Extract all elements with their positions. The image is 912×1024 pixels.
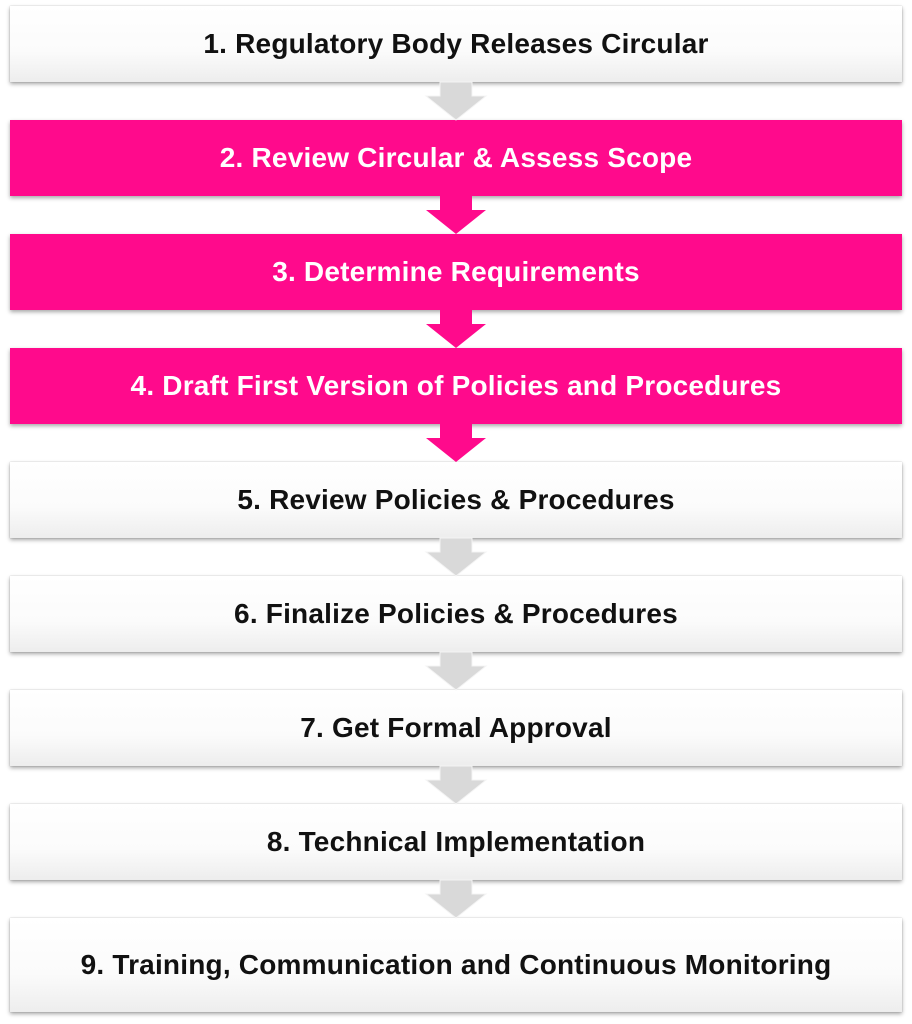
connector-1-2 bbox=[426, 82, 486, 120]
step-6-label: 6. Finalize Policies & Procedures bbox=[234, 598, 678, 629]
connector-7-8 bbox=[426, 766, 486, 804]
down-arrow-icon bbox=[426, 310, 486, 348]
down-arrow-icon bbox=[426, 652, 486, 690]
down-arrow-icon bbox=[426, 538, 486, 576]
step-7-box bbox=[10, 690, 902, 766]
step-7-label: 7. Get Formal Approval bbox=[300, 712, 612, 743]
step-9-label: 9. Training, Communication and Continuous Monitoring bbox=[80, 949, 832, 980]
step-8-box bbox=[10, 804, 902, 880]
step-5-label: 5. Review Policies & Procedures bbox=[237, 484, 675, 515]
step-4-box bbox=[10, 348, 902, 424]
connector-6-7 bbox=[426, 652, 486, 690]
down-arrow-icon bbox=[426, 196, 486, 234]
down-arrow-icon bbox=[426, 880, 486, 918]
step-9-box bbox=[10, 918, 902, 1012]
connector-4-5 bbox=[426, 424, 486, 462]
connector-3-4 bbox=[426, 310, 486, 348]
step-6-box bbox=[10, 576, 902, 652]
down-arrow-icon bbox=[426, 82, 486, 120]
step-2-label: 2. Review Circular & Assess Scope bbox=[219, 142, 693, 173]
connector-2-3 bbox=[426, 196, 486, 234]
step-1-label: 1. Regulatory Body Releases Circular bbox=[203, 28, 709, 59]
step-2-box bbox=[10, 120, 902, 196]
down-arrow-icon bbox=[426, 424, 486, 462]
step-3-label: 3. Determine Requirements bbox=[272, 256, 640, 287]
down-arrow-icon bbox=[426, 766, 486, 804]
step-1-box bbox=[10, 6, 902, 82]
connector-5-6 bbox=[426, 538, 486, 576]
step-4-label: 4. Draft First Version of Policies and Procedures bbox=[130, 370, 782, 401]
step-8-label: 8. Technical Implementation bbox=[266, 826, 646, 857]
step-3-box bbox=[10, 234, 902, 310]
step-5-box bbox=[10, 462, 902, 538]
connector-8-9 bbox=[426, 880, 486, 918]
